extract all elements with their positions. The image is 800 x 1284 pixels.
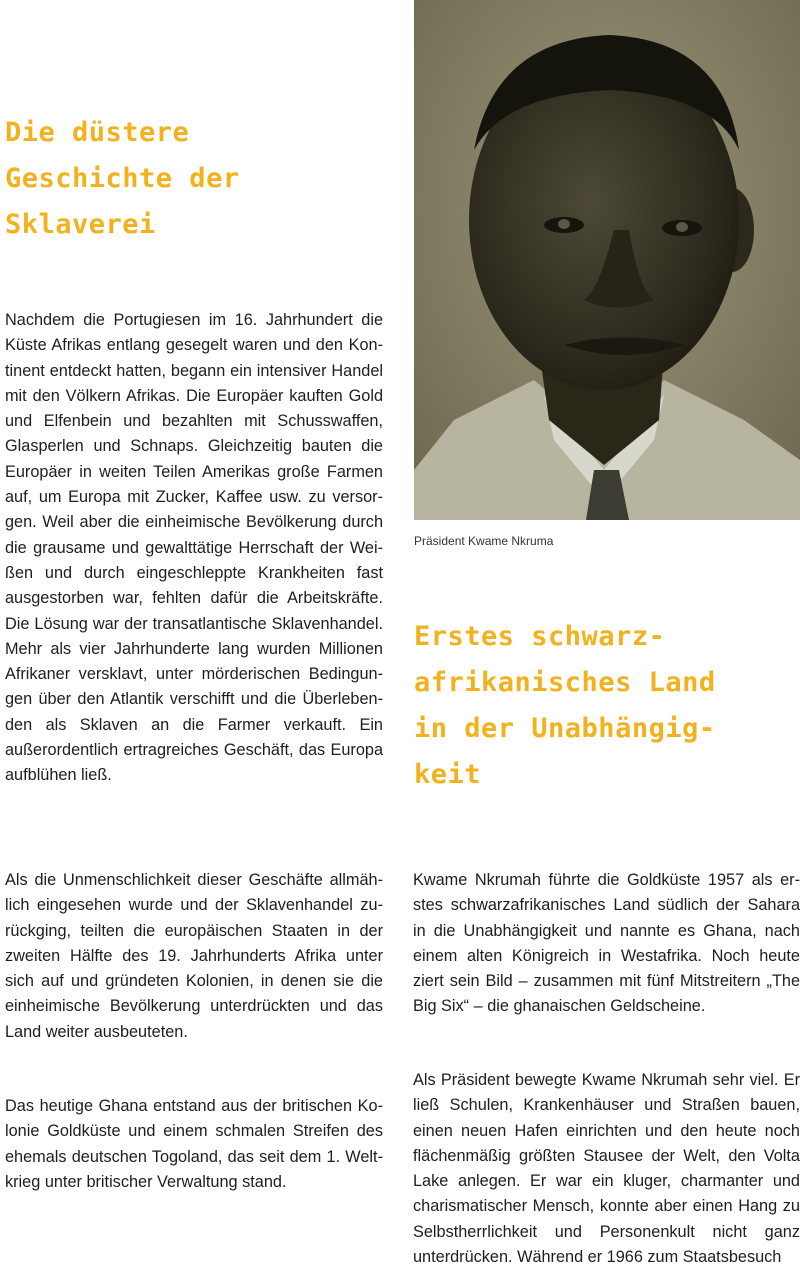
paragraph-president-achievements: Als Präsident bewegte Kwame Nkrumah sehr viel. Er ließ Schulen, Krankenhäuser und Straßen bauen, einen neuen Hafen einrichten und den heute noch flächenmäßig größten Stausee der Welt, den Volta Lake anlegen. Er war ein kluger, charmanter und charismatischer Mensch, konnte aber einen Hang zu Selbstherrlichkeit und Personenkult nicht ganz unterdrücken. Während er 1966 zum Staatsbesuch <box>413 1071 800 1267</box>
heading-line: Geschichte der <box>5 163 240 194</box>
heading-line: Die düstere <box>5 117 190 148</box>
heading-first-independent-country <box>414 614 716 798</box>
heading-line: Sklaverei <box>5 209 156 240</box>
heading-slavery-history <box>5 110 240 248</box>
heading-line: in der Unabhängig- <box>414 713 716 744</box>
paragraph-ghana-origin: Das heutige Ghana entstand aus der britischen Kolonie Goldküste und einem schmalen Streifen des ehemals deutschen Togoland, das seit dem 1. Weltkrieg unter britischer Verwaltung stand. <box>5 1097 383 1191</box>
portrait-illustration <box>414 0 800 520</box>
portrait-photo <box>414 0 800 520</box>
paragraph-colonies: Als die Unmenschlichkeit dieser Geschäfte allmählich eingesehen wurde und der Sklavenhandel zurückging, teilten die europäischen Staaten in der zweiten Hälfte des 19. Jahrhunderts Afrika unter sich auf und gründeten Kolonien, in denen sie die einheimische Bevölkerung unterdrückten und das Land weiter ausbeuteten. <box>5 871 383 1041</box>
paragraph-independence: Kwame Nkrumah führte die Goldküste 1957 als erstes schwarzafrikanisches Land südlich der Sahara in die Unabhängigkeit und nannte es Ghana, nach einem alten Königreich in Westafrika. Noch heute ziert sein Bild – zusammen mit fünf Mitstreitern „The Big Six“ – die ghanaischen Geldscheine. <box>413 871 800 1016</box>
paragraph-slavery-intro: Nachdem die Portugiesen im 16. Jahrhundert die Küste Afrikas entlang gesegelt waren und den Kontinent entdeckt hatten, begann ein intensiver Handel mit den Völkern Afrikas. Die Europäer kauften Gold und Elfenbein und bezahlten mit Schusswaffen, Glasperlen und Schnaps. Gleichzeitig bauten die Europäer in weiten Teilen Amerikas große Farmen auf, um Europa mit Zucker, Kaffee usw. zu versorgen. Weil aber die einheimische Bevölkerung durch die grausame und gewalttätige Herrschaft der Weißen und durch eingeschleppte Krankheiten fast ausgestorben war, fehlten dafür die Arbeitskräfte. Die Lösung war der transatlantische Sklavenhandel. Mehr als vier Jahrhunderte lang wurden Millionen Afrikaner versklavt, unter mörderischen Bedingungen über den Atlantik verschifft und die Überlebenden als Sklaven an die Farmer verkauft. Ein außerordentlich ertragreiches Geschäft, das Europa aufblühen ließ. <box>5 311 383 785</box>
photo-caption: Präsident Kwame Nkruma <box>414 534 554 548</box>
heading-line: Erstes schwarz- <box>414 621 666 652</box>
heading-line: afrikanisches Land <box>414 667 716 698</box>
heading-line: keit <box>414 759 482 790</box>
